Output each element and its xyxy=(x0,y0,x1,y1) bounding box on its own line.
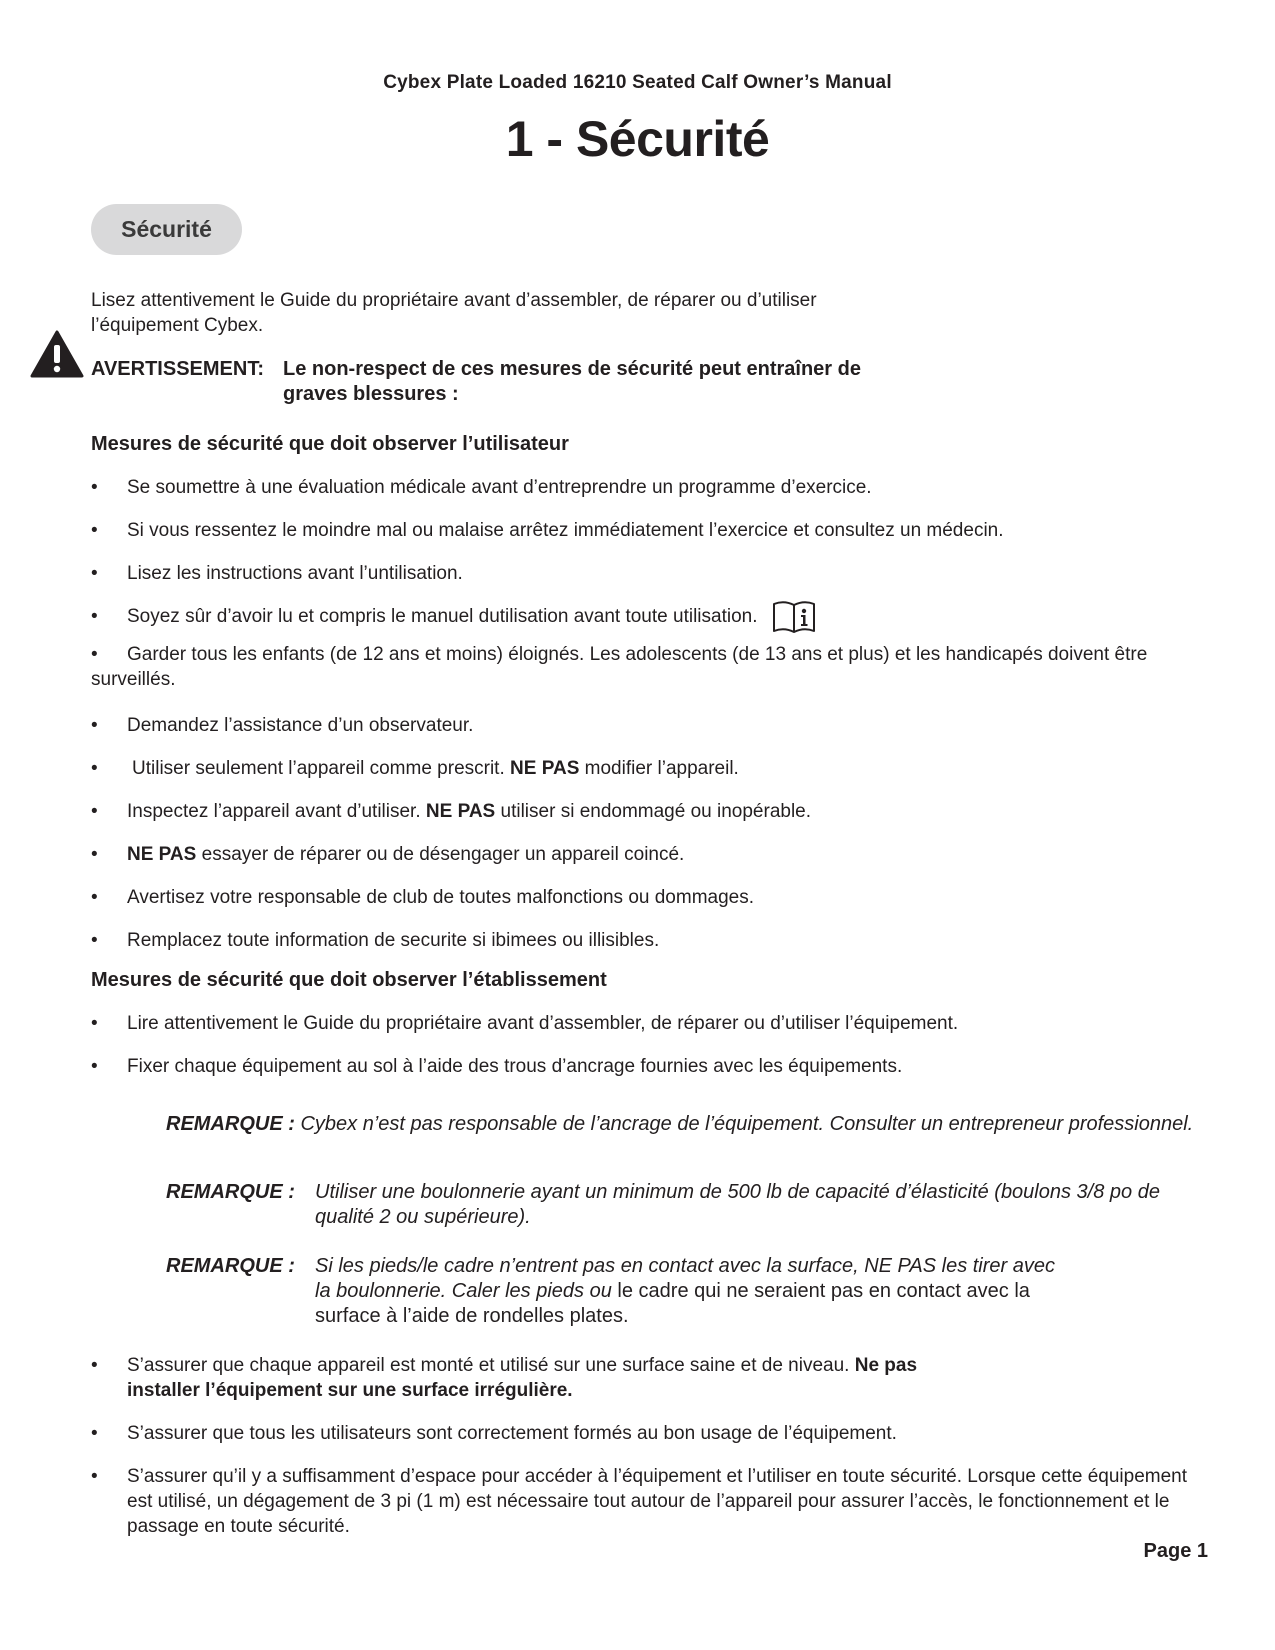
list-item xyxy=(127,596,1207,637)
bullet: • xyxy=(91,644,98,665)
note-text: Cybex n’est pas responsable de l’ancrage de l’équipement. Consulter un entrepreneur professionnel. xyxy=(300,1113,1194,1135)
list-item-emphasis: NE PAS xyxy=(127,844,197,865)
note-text xyxy=(315,1254,1060,1329)
list-item-text: Utiliser seulement l’appareil comme prescrit. xyxy=(132,758,505,779)
list-item xyxy=(132,756,1212,781)
warning-triangle-icon xyxy=(30,330,84,378)
bullet: • xyxy=(91,844,98,865)
bullet: • xyxy=(91,715,98,736)
list-item: Lisez les instructions avant l’untilisation. xyxy=(127,563,463,584)
bullet: • xyxy=(91,1355,98,1376)
bullet: • xyxy=(91,1466,98,1487)
warning-text: Le non-respect de ces mesures de sécurité peut entraîner de graves blessures : xyxy=(283,358,861,405)
intro-paragraph: Lisez attentivement le Guide du propriétaire avant d’assembler, de réparer ou d’utiliser l’équipement Cybex. xyxy=(91,290,817,336)
bullet: • xyxy=(91,930,98,951)
bullet: • xyxy=(91,606,98,627)
list-item-text: Garder tous les enfants (de 12 ans et moins) éloignés. Les adolescents (de 13 ans et plus) et les handicapés doivent être surveillés. xyxy=(91,644,1148,690)
list-item: Demandez l’assistance d’un observateur. xyxy=(127,715,474,736)
list-item: S’assurer qu’il y a suffisamment d’espace pour accéder à l’équipement et l’utiliser en toute sécurité. Lorsque cette équipement est utilisé, un dégagement de 3 pi (1 m) est nécessaire tout autour de l’appareil pour assurer l’accès, le fonctionnement et le passage en toute sécurité. xyxy=(127,1466,1188,1537)
list-item-text: modifier l’appareil. xyxy=(584,758,739,779)
note-label: REMARQUE : xyxy=(166,1181,295,1203)
facility-section-heading: Mesures de sécurité que doit observer l’établissement xyxy=(91,969,607,991)
bullet: • xyxy=(91,1013,98,1034)
note-label: REMARQUE : xyxy=(166,1255,295,1277)
list-item-text: utiliser si endommagé ou inopérable. xyxy=(500,801,812,822)
list-item: S’assurer que tous les utilisateurs sont correctement formés au bon usage de l’équipement. xyxy=(127,1423,897,1444)
list-item xyxy=(91,642,1206,692)
list-item-text: essayer de réparer ou de désengager un appareil coincé. xyxy=(201,844,685,865)
list-item-emphasis: Ne pas installer l’équipement sur une surface irrégulière. xyxy=(127,1355,918,1401)
list-item xyxy=(127,842,1207,867)
bullet: • xyxy=(91,887,98,908)
list-item: Avertisez votre responsable de club de toutes malfonctions ou dommages. xyxy=(127,887,754,908)
list-item: Si vous ressentez le moindre mal ou malaise arrêtez immédiatement l’exercice et consultez un médecin. xyxy=(127,520,1004,541)
user-section-heading: Mesures de sécurité que doit observer l’utilisateur xyxy=(91,433,569,455)
list-item: Remplacez toute information de securite si ibimees ou illisibles. xyxy=(127,930,660,951)
list-item-emphasis: NE PAS xyxy=(425,801,496,822)
manual-title: Cybex Plate Loaded 16210 Seated Calf Owner’s Manual xyxy=(383,72,892,93)
list-item-text: Soyez sûr d’avoir lu et compris le manuel dutilisation avant toute utilisation. xyxy=(127,606,758,627)
bullet: • xyxy=(91,1423,98,1444)
list-item-text: Inspectez l’appareil avant d’utiliser. xyxy=(127,801,421,822)
note-text-regular: le cadre qui ne seraient pas en contact avec la surface à l’aide de rondelles plates. xyxy=(315,1280,1030,1327)
section-pill: Sécurité xyxy=(91,204,242,255)
note-label: REMARQUE : xyxy=(166,1113,295,1135)
list-item-emphasis: NE PAS xyxy=(510,758,580,779)
chapter-title: 1 - Sécurité xyxy=(505,111,770,167)
bullet: • xyxy=(91,758,98,779)
list-item: Lire attentivement le Guide du propriétaire avant d’assembler, de réparer ou d’utiliser l’équipement. xyxy=(127,1013,959,1034)
bullet: • xyxy=(91,1056,98,1077)
list-item: Se soumettre à une évaluation médicale avant d’entreprendre un programme d’exercice. xyxy=(127,477,872,498)
list-item: Fixer chaque équipement au sol à l’aide des trous d’ancrage fournies avec les équipements. xyxy=(127,1056,903,1077)
bullet: • xyxy=(91,520,98,541)
note-text: Utiliser une boulonnerie ayant un minimum de 500 lb de capacité d’élasticité (boulons 3/8 po de qualité 2 ou supérieure). xyxy=(315,1181,1160,1228)
bullet: • xyxy=(91,477,98,498)
list-item xyxy=(127,1353,987,1403)
page-number: Page 1 xyxy=(1143,1540,1208,1562)
info-book-icon xyxy=(771,599,817,635)
bullet: • xyxy=(91,801,98,822)
note-text-italic: Si les pieds/le cadre n’entrent pas en contact avec la surface, NE PAS les tirer avec la boulonnerie. Caler les pieds ou xyxy=(315,1255,1055,1302)
list-item xyxy=(127,799,1207,824)
note-block xyxy=(166,1112,1275,1137)
list-item-text: S’assurer que chaque appareil est monté et utilisé sur une surface saine et de niveau. xyxy=(127,1355,850,1376)
bullet: • xyxy=(91,563,98,584)
warning-label: AVERTISSEMENT: xyxy=(91,358,264,380)
